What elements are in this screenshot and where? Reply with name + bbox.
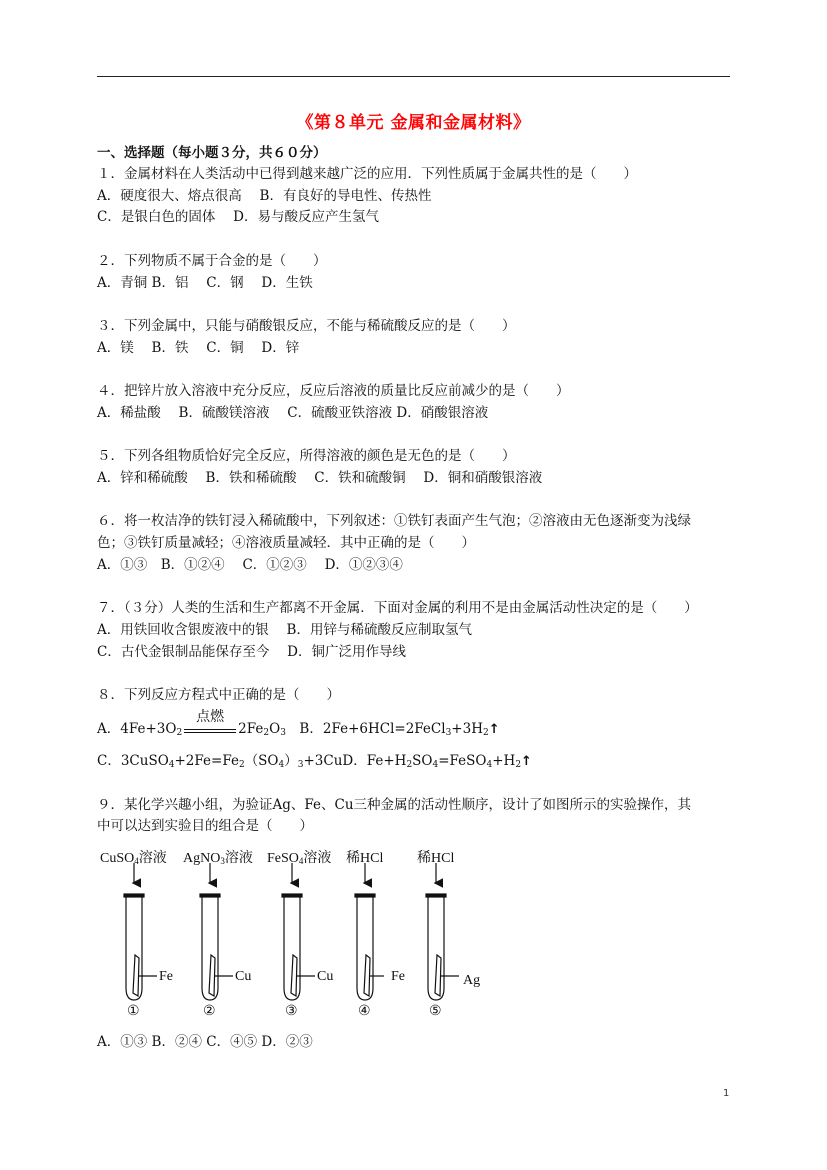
question-4-options: A．稀盐酸 B．硫酸镁溶液 C．硫酸亚铁溶液 D．硝酸银溶液 [97, 405, 489, 421]
tube-3-reagent-label: FeSO$_4$溶液 [267, 851, 332, 866]
question-3-options: A．镁 B．铁 C．铜 D．锌 [97, 340, 300, 356]
test-tube-2 [200, 863, 233, 1000]
tube-2-reagent-label: AgNO$_3$溶液 [183, 851, 253, 866]
document-title: 《第８单元 金属和金属材料》 [296, 113, 531, 133]
tube-1-metal-label: Fe [159, 969, 173, 984]
question-5-options: A．锌和稀硫酸 B．铁和稀硫酸 C．铁和硫酸铜 D．铜和硝酸银溶液 [97, 470, 543, 486]
question-1-options-cd: C．是银白色的固体 D．易与酸反应产生氢气 [97, 209, 379, 225]
test-tubes-drawing [97, 843, 497, 1023]
eq-a-subscript: 2 [176, 728, 183, 738]
gas-arrow-icon: ↑ [521, 754, 532, 769]
reaction-condition-arrow [182, 709, 238, 738]
tube-1-number: ① [127, 1003, 140, 1019]
test-tube-5 [426, 863, 459, 1000]
gas-arrow-icon: ↑ [488, 722, 500, 737]
question-9-options: A．①③ B．②④ C．④⑤ D．②③ [97, 1034, 313, 1050]
question-2-options: A．青铜 B．铝 C．钢 D．生铁 [97, 275, 313, 291]
question-9-stem-line1: ９．某化学兴趣小组，为验证Ag、Fe、Cu三种金属的活动性顺序，设计了如图所示的实验操作，其 [97, 797, 692, 813]
question-8-options-cd: C．$3CuSO_4+2Fe=Fe_2(SO_4)_3+3CuD$．$Fe+H_2SO_4=FeSO_4+H_2↑$ [97, 753, 532, 770]
question-6-options: A．①③ B．①②④ C．①②③ D．①②③④ [97, 557, 403, 573]
eq-a-product: 2Fe [238, 721, 264, 737]
header-rule [97, 76, 730, 77]
question-2-stem: ２．下列物质不属于合金的是（ ） [97, 253, 327, 269]
tube-2-number: ② [203, 1003, 216, 1019]
question-3-stem: ３．下列金属中，只能与硝酸银反应，不能与稀硫酸反应的是（ ） [97, 318, 516, 334]
question-1-stem: １．金属材料在人类活动中已得到越来越广泛的应用．下列性质属于金属共性的是（ ） [97, 166, 637, 182]
tube-4-reagent-label: 稀HCl [346, 851, 384, 866]
reaction-condition-label: 点燃 [196, 709, 225, 725]
tube-5-reagent-label: 稀HCl [417, 851, 455, 866]
question-8-options-ab: A．$4Fe+3O_2$ 点燃 $2Fe_2O_3$ B．$2Fe+6HCl=2FeCl_3+3H_2↑$ [97, 709, 500, 738]
test-tube-1 [124, 863, 157, 1000]
tube-3-number: ③ [285, 1003, 298, 1019]
tube-2-metal-label: Cu [235, 969, 252, 984]
question-7-stem: ７．（３分）人类的生活和生产都离不开金属．下面对金属的利用不是由金属活动性决定的是（ ） [97, 600, 698, 616]
tube-5-number: ⑤ [429, 1003, 442, 1019]
test-tube-figure [97, 843, 497, 1023]
question-1-options-ab: A．硬度很大、熔点很高 B．有良好的导电性、传热性 [97, 188, 432, 204]
test-tube-3 [282, 863, 315, 1000]
question-6-stem-line1: ６．将一枚洁净的铁钉浸入稀硫酸中，下列叙述：①铁钉表面产生气泡；②溶液由无色逐渐变为浅绿 [97, 513, 691, 529]
tube-1-reagent-label: CuSO$_4$溶液 [100, 851, 167, 866]
tube-5-metal-label: Ag [463, 973, 481, 988]
test-tube-4 [355, 863, 384, 1000]
tube-4-metal-label: Fe [391, 969, 405, 984]
question-5-stem: ５．下列各组物质恰好完全反应，所得溶液的颜色是无色的是（ ） [97, 448, 516, 464]
question-8-stem: ８．下列反应方程式中正确的是（ ） [97, 687, 340, 703]
eq-b-prefix: B．2Fe+6HCl=2FeCl [285, 721, 446, 737]
eq-a-prefix: A．4Fe+3O [97, 721, 177, 737]
question-4-stem: ４．把锌片放入溶液中充分反应，反应后溶液的质量比反应前减少的是（ ） [97, 383, 570, 399]
question-7-options-cd: C．古代金银制品能保存至今 D．铜广泛用作导线 [97, 644, 406, 660]
question-7-options-ab: A．用铁回收含银废液中的银 B．用锌与稀硫酸反应制取氢气 [97, 622, 472, 638]
question-9-stem-line2: 中可以达到实验目的组合是（ ） [97, 818, 313, 834]
page-number: 1 [723, 1088, 730, 1099]
section-heading: 一、选择题（每小题３分，共６０分） [97, 145, 327, 161]
question-6-stem-line2: 色；③铁钉质量减轻；④溶液质量减轻．其中正确的是（ ） [97, 535, 475, 551]
tube-3-metal-label: Cu [317, 969, 334, 984]
tube-4-number: ④ [358, 1003, 371, 1019]
